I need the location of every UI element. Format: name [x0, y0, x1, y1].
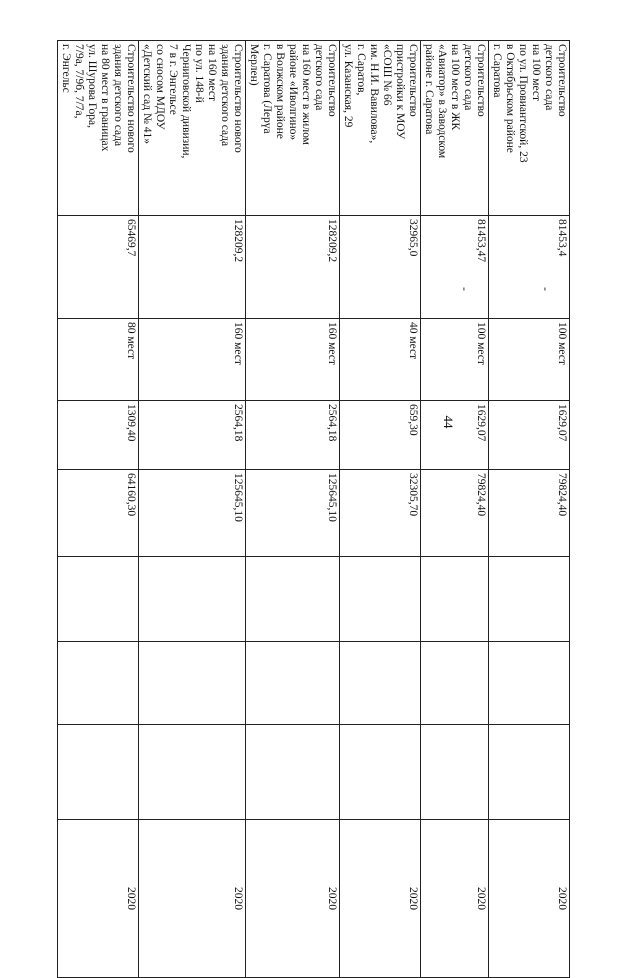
project-name-line: Черниговской дивизии,: [180, 44, 192, 159]
table-row: [139, 41, 246, 978]
project-name-line: Строительство нового: [125, 44, 137, 153]
total-cost-cell: [58, 216, 139, 319]
project-name-line: районе «Иволгино»: [287, 44, 299, 141]
regional-funds-cell: 32305,70: [340, 470, 421, 557]
project-name-line: на 80 мест в границах: [99, 44, 111, 152]
federal-funds-cell: 1629,07: [489, 401, 570, 470]
year-cell: 2020: [58, 820, 139, 978]
project-name-cell: [421, 41, 489, 216]
projects-table: [57, 40, 570, 978]
capacity-cell: 100 мест: [421, 319, 489, 401]
project-name-line: детского сада: [543, 44, 555, 111]
project-name-line: г. Саратов,: [355, 44, 367, 96]
project-name-cell: [139, 41, 246, 216]
rotated-table-wrapper: [60, 40, 570, 910]
project-name-line: здания детского сада: [219, 44, 231, 147]
total-cost-value: 65469,7: [125, 219, 137, 257]
project-name-line: детского сада: [462, 44, 474, 111]
total-cost-value: 128209,2: [326, 219, 338, 263]
year-cell: 2020: [489, 820, 570, 978]
capacity-cell: 100 мест: [489, 319, 570, 401]
empty-cell: [489, 725, 570, 820]
table-container: [60, 40, 640, 910]
project-name-line: по ул. 148-й: [193, 44, 205, 103]
year-cell: 2020: [139, 820, 246, 978]
project-name-line: Строительство: [407, 44, 419, 117]
total-cost-cell: [421, 216, 489, 319]
total-cost-cell: [139, 216, 246, 319]
total-cost-value: 81453,4: [556, 219, 568, 257]
project-name-cell: [246, 41, 340, 216]
empty-cell: [246, 557, 340, 642]
federal-funds-cell: 2564,18: [139, 401, 246, 470]
project-name-cell: [340, 41, 421, 216]
year-cell: 2020: [340, 820, 421, 978]
regional-funds-cell: 79824,40: [489, 470, 570, 557]
empty-cell: [139, 642, 246, 725]
project-name-line: на 160 мест: [206, 44, 218, 102]
project-name-line: г. Саратова (Лерүа: [261, 44, 273, 134]
project-name-line: 7/9а, 7/9б, 7/7а,: [73, 44, 85, 119]
empty-cell: [421, 642, 489, 725]
total-cost-cell: [246, 216, 340, 319]
year-cell: 2020: [421, 820, 489, 978]
empty-cell: [340, 725, 421, 820]
project-name-line: районе г. Саратова: [423, 44, 435, 135]
project-name-line: со сносом МДОУ: [154, 44, 166, 130]
capacity-cell: 80 мест: [58, 319, 139, 401]
project-name-line: 7 в г. Энгельсе: [167, 44, 179, 115]
project-name-line: в Октябрьском районе: [504, 44, 516, 153]
project-name-line: «Авиатор» в Заводском: [436, 44, 448, 159]
project-name-line: г. Саратова: [491, 44, 503, 98]
federal-funds-cell: 1309,40: [58, 401, 139, 470]
total-cost-value: 32965,0: [407, 219, 419, 257]
table-row: [421, 41, 489, 978]
project-name-line: «СОШ № 66: [381, 44, 393, 106]
page-number: 44: [441, 415, 456, 429]
capacity-cell: 160 мест: [246, 319, 340, 401]
empty-cell: [421, 725, 489, 820]
table-row: [489, 41, 570, 978]
project-name-line: ул. Казанская, 29: [342, 44, 354, 128]
project-name-line: на 100 мест в ЖК: [449, 44, 461, 131]
empty-cell: [246, 725, 340, 820]
project-name-line: по ул. Провиантской, 23: [517, 44, 529, 163]
project-name-line: в Волжском районе: [274, 44, 286, 139]
total-cost-value: 128209,2: [232, 219, 244, 263]
project-name-line: Строительство: [326, 44, 338, 117]
project-name-line: Строительство нового: [232, 44, 244, 153]
project-name-line: ул. Шурова Гора,: [86, 44, 98, 128]
project-name-line: им. Н.И. Вавилова»,: [368, 44, 380, 144]
empty-cell: [340, 642, 421, 725]
regional-funds-cell: 64160,30: [58, 470, 139, 557]
project-name-line: детского сада: [313, 44, 325, 111]
regional-funds-cell: 125645,10: [139, 470, 246, 557]
table-row: [246, 41, 340, 978]
marker: -: [539, 287, 551, 291]
total-cost-cell: [340, 216, 421, 319]
empty-cell: [340, 557, 421, 642]
project-name-line: Строительство: [475, 44, 487, 117]
empty-cell: [139, 725, 246, 820]
federal-funds-cell: 2564,18: [246, 401, 340, 470]
empty-cell: [246, 642, 340, 725]
capacity-cell: 40 мест: [340, 319, 421, 401]
project-name-line: г. Энгельс: [60, 44, 72, 93]
empty-cell: [421, 557, 489, 642]
empty-cell: [58, 642, 139, 725]
project-name-cell: [489, 41, 570, 216]
capacity-cell: 160 мест: [139, 319, 246, 401]
regional-funds-cell: 125645,10: [246, 470, 340, 557]
regional-funds-cell: 79824,40: [421, 470, 489, 557]
project-name-line: Мерлен): [248, 44, 260, 86]
total-cost-value: 81453,47: [475, 219, 487, 263]
project-name-line: «Детский сад № 41»: [141, 44, 153, 145]
project-name-line: на 100 мест: [530, 44, 542, 102]
federal-funds-cell: 659,30: [340, 401, 421, 470]
empty-cell: [139, 557, 246, 642]
empty-cell: [58, 557, 139, 642]
project-name-line: здания детского сада: [112, 44, 124, 147]
project-name-line: Строительство: [556, 44, 568, 117]
empty-cell: [58, 725, 139, 820]
total-cost-cell: [489, 216, 570, 319]
project-name-line: на 160 мест в жилом: [300, 44, 312, 145]
empty-cell: [489, 642, 570, 725]
project-name-cell: [58, 41, 139, 216]
projects-table-body: [58, 41, 570, 978]
empty-cell: [489, 557, 570, 642]
year-cell: 2020: [246, 820, 340, 978]
federal-funds-cell: 1629,07: [421, 401, 489, 470]
project-name-line: пристройки к МОУ: [394, 44, 406, 140]
table-row: [340, 41, 421, 978]
table-row: [58, 41, 139, 978]
marker: -: [458, 287, 470, 291]
